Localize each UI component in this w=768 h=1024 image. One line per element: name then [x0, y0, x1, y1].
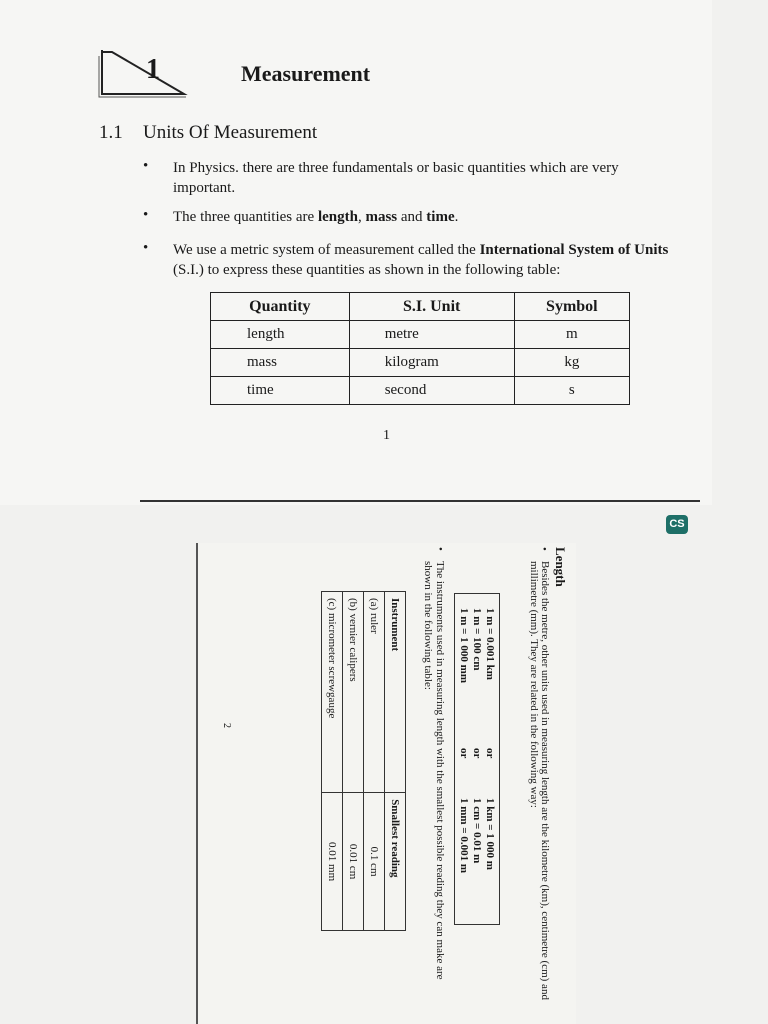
section-number: 1.1	[99, 122, 123, 143]
cell-symbol: s	[514, 377, 629, 405]
bullet-mark: •	[143, 207, 149, 223]
si-units-table	[210, 292, 630, 405]
conversion-right: 1 cm = 0.01 m	[471, 798, 483, 864]
page-number: 1	[383, 428, 390, 443]
rotated-content	[198, 543, 576, 1024]
conversion-left: 1 m = 1 000 mm	[458, 608, 470, 684]
bullet-mark: •	[143, 158, 149, 174]
table-header-row	[385, 592, 406, 931]
chapter-number: 1	[146, 54, 160, 85]
table-row	[211, 377, 630, 405]
instruments-table	[321, 591, 406, 931]
conversion-left: 1 m = 0.001 km	[484, 608, 496, 680]
conversion-right: 1 mm = 0.001 m	[458, 798, 470, 874]
conversion-or: or	[458, 748, 470, 759]
header-quantity: Quantity	[211, 293, 350, 321]
bullet-text-2: The three quantities are length, mass and time.	[173, 209, 459, 225]
header-smallest-reading: Smallest reading	[385, 793, 406, 931]
camscanner-badge: CS	[666, 515, 688, 534]
bullet-mark: •	[434, 547, 446, 551]
instruments-paragraph: The instruments used in measuring length with the smallest possible reading they can make are shown in the following table:	[422, 561, 446, 980]
cell-instrument: (b) vernier calipers	[343, 592, 364, 793]
bullet-mark: •	[538, 547, 550, 551]
cell-unit: kilogram	[349, 349, 514, 377]
bullet-text-3: We use a metric system of measurement called the International System of Units (S.I.) to express these quantities as shown in the following table:	[173, 242, 669, 278]
conversion-box	[454, 593, 500, 925]
table-row	[211, 349, 630, 377]
page-number: 2	[221, 723, 232, 728]
cell-reading: 0.1 cm	[364, 793, 385, 931]
cell-unit: second	[349, 377, 514, 405]
table-header-row	[211, 293, 630, 321]
cell-reading: 0.01 mm	[322, 793, 343, 931]
page-bottom-rule	[140, 500, 700, 502]
bullet-text-1: In Physics. there are three fundamentals or basic quantities which are very important.	[173, 160, 619, 196]
conversion-or: or	[471, 748, 483, 759]
page-2-rotated	[196, 543, 576, 1024]
table-row	[211, 321, 630, 349]
cell-quantity: length	[211, 321, 350, 349]
header-instrument: Instrument	[385, 592, 406, 793]
bullet-mark: •	[143, 240, 149, 256]
conversion-or: or	[484, 748, 496, 759]
conversion-right: 1 km = 1 000 m	[484, 798, 496, 870]
length-paragraph: Besides the metre, other units used in measuring length are the kilometre (km), centimetre (cm) and millimetre (mm). They are related in the following way:	[528, 561, 551, 1000]
header-symbol: Symbol	[514, 293, 629, 321]
page-1	[0, 0, 712, 505]
length-heading: Length	[553, 547, 568, 587]
section-title: Units Of Measurement	[143, 122, 318, 143]
cell-unit: metre	[349, 321, 514, 349]
cell-reading: 0.01 cm	[343, 793, 364, 931]
table-row	[364, 592, 385, 931]
cell-symbol: kg	[514, 349, 629, 377]
cell-quantity: mass	[211, 349, 350, 377]
chapter-title: Measurement	[241, 61, 371, 86]
cell-quantity: time	[211, 377, 350, 405]
cell-symbol: m	[514, 321, 629, 349]
cell-instrument: (a) ruler	[364, 592, 385, 793]
chapter-triangle-icon	[98, 46, 188, 98]
table-row	[343, 592, 364, 931]
header-si-unit: S.I. Unit	[349, 293, 514, 321]
conversion-left: 1 m = 100 cm	[471, 608, 483, 671]
table-row	[322, 592, 343, 931]
cell-instrument: (c) micrometer screwgauge	[322, 592, 343, 793]
